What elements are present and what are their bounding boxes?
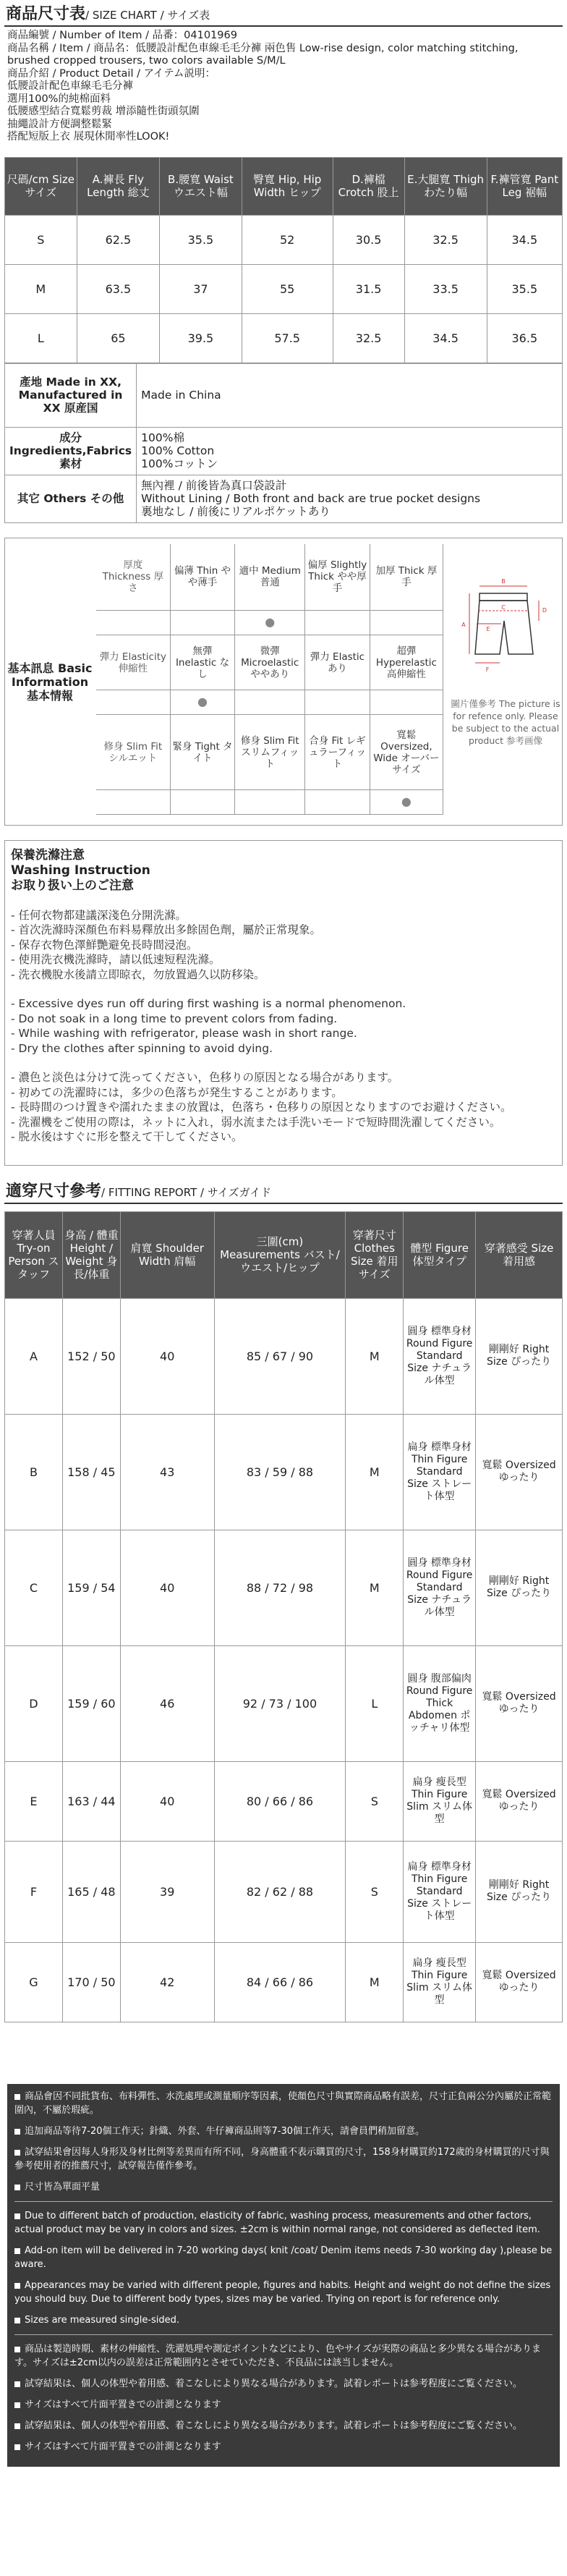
- cell: 42: [120, 1942, 214, 2022]
- table-row: [5, 1530, 563, 1645]
- col-feel: 穿著感受 Size 着用感: [476, 1211, 563, 1298]
- divider: [14, 2334, 553, 2335]
- cell: 165 / 48: [62, 1841, 120, 1942]
- col-figure: 體型 Figure 体型タイプ: [404, 1211, 476, 1298]
- washing-line: - 首次洗滌時深顏色布料易釋放出多餘固色劑，屬於正常現象。: [11, 923, 322, 936]
- cell: 圓身 標準身材 Round Figure Standard Size ナチュラル体型: [404, 1530, 476, 1645]
- cell: B: [5, 1414, 63, 1530]
- note: [14, 2398, 553, 2412]
- cell: 92 / 73 / 100: [214, 1645, 346, 1761]
- product-detail-line: 選用100%的純棉面料: [7, 93, 111, 105]
- cell: 扁身 標準身材 Thin Figure Standard Size ストレート体型: [404, 1841, 476, 1942]
- diagram-label-d: D: [542, 606, 547, 614]
- washing-line: - 洗濯機をご使用の際は，ネットに入れ，弱水流または手洗いモードで短時間洗濯してください。: [11, 1115, 501, 1129]
- bullet-icon: [14, 2150, 20, 2156]
- divider: [4, 1203, 563, 1204]
- washing-line: - Dry the clothes after spinning to avoid dying.: [11, 1041, 273, 1055]
- note-text: サイズはすべて片面平置きでの計測となります: [25, 2441, 221, 2452]
- cell: 30.5: [333, 215, 404, 264]
- cell: 寬鬆 Oversized ゆったり: [476, 1414, 563, 1530]
- washing-line: - 長時間のつけ置きや濡れたままの放置は，色落ち・色移りの原因となりますのでお避けください。: [11, 1101, 512, 1114]
- diagram-label-c: C: [501, 603, 506, 611]
- notes-panel: [7, 2084, 560, 2467]
- fabric-value: [137, 427, 563, 475]
- cell: 剛剛好 Right Size ぴったり: [476, 1530, 563, 1645]
- size-chart-subtitle: / SIZE CHART / サイズ表: [85, 9, 210, 22]
- thickness-row: [96, 544, 443, 611]
- others-jp: 裏地なし / 前後にリアルポケットあり: [141, 505, 331, 518]
- fit-option: 修身 Slim Fit スリムフィット: [235, 715, 305, 790]
- diagram-label-f: F: [485, 666, 490, 673]
- cell: 43: [120, 1414, 214, 1530]
- indicator-cell: [170, 611, 235, 635]
- elasticity-option: 微彈 Microelastic ややあり: [235, 635, 305, 690]
- elasticity-option: 超彈 Hyperelastic 高伸縮性: [370, 635, 443, 690]
- indicator-cell: [370, 690, 443, 715]
- col-size: 尺碼/cm Size サイズ: [5, 157, 77, 215]
- washing-line: - Do not soak in a long time to prevent colors from fading.: [11, 1012, 338, 1025]
- cell: 37: [160, 264, 242, 313]
- cell: 31.5: [333, 264, 404, 313]
- thickness-option: 偏厚 Slightly Thick やや厚手: [305, 544, 370, 611]
- cell: 39.5: [160, 313, 242, 363]
- spacer: [11, 894, 556, 908]
- indicator-cell: [170, 790, 235, 815]
- note-text: Sizes are measured single-sided.: [25, 2315, 180, 2326]
- basic-info-label: 基本訊息 Basic Information 基本情報: [7, 661, 93, 703]
- cell: M: [346, 1298, 404, 1414]
- cell: 158 / 45: [62, 1414, 120, 1530]
- product-info-table: [4, 363, 563, 523]
- bullet-icon: [14, 2318, 20, 2323]
- cell: 62.5: [77, 215, 160, 264]
- note-text: Add-on item will be delivered in 7-20 working days( knit /coat/ Denim items needs 7-30 working day ),please be aware.: [14, 2245, 553, 2270]
- fitting-subtitle: / FITTING REPORT / サイズガイド: [101, 1185, 272, 1199]
- note: [14, 2145, 553, 2173]
- diagram-label-a: A: [461, 621, 466, 628]
- cell: 40: [120, 1298, 214, 1414]
- cell: 剛剛好 Right Size ぴったり: [476, 1841, 563, 1942]
- washing-line: - 脱水後はすぐに形を整えて干してください。: [11, 1130, 243, 1143]
- elasticity-option: 彈力 Elastic あり: [305, 635, 370, 690]
- fit-label: 修身 Slim Fit シルエット: [96, 715, 170, 790]
- cell: 52: [242, 215, 333, 264]
- cell: 88 / 72 / 98: [214, 1530, 346, 1645]
- note-text: 尺寸皆為單面平量: [25, 2182, 101, 2192]
- product-detail-line: 低腰設計配色車線毛毛分褲: [7, 80, 133, 92]
- note: [14, 2440, 553, 2454]
- elasticity-option: 無彈 Inelastic なし: [170, 635, 235, 690]
- shorts-diagram: [453, 576, 556, 687]
- cell: 扁身 標準身材 Thin Figure Standard Size ストレート体型: [404, 1414, 476, 1530]
- note-text: 追加商品等待7-20個工作天；針織、外套、牛仔褲商品則等7-30個工作天，請會員們稍加留意。: [25, 2126, 425, 2137]
- washing-title-zh: 保養洗滌注意: [11, 847, 85, 863]
- cell: L: [346, 1645, 404, 1761]
- cell: M: [346, 1942, 404, 2022]
- bullet-icon: [14, 2094, 20, 2100]
- image-note: 圖片僅參考 The picture is for refence only. Please be subject to the actual product 参考画像: [451, 698, 560, 746]
- col-height-weight: 身高 / 體重 Height / Weight 身長/体重: [62, 1211, 120, 1298]
- table-row: [5, 215, 563, 264]
- bullet-icon: [14, 2213, 20, 2219]
- table-row: [5, 1414, 563, 1530]
- bullet-icon: [14, 2423, 20, 2429]
- spacer: [96, 690, 170, 715]
- cell: E: [5, 1761, 63, 1841]
- fit-option: 寬鬆 Oversized, Wide オーバーサイズ: [370, 715, 443, 790]
- cell: 34.5: [487, 215, 562, 264]
- origin-row: [5, 363, 563, 427]
- table-row: [5, 313, 563, 363]
- cell: 55: [242, 264, 333, 313]
- note: [14, 2209, 553, 2237]
- washing-line: - 濃色と淡色は分けて洗ってください，色移りの原因となる場合があります。: [11, 1071, 399, 1084]
- fabric-jp: 100%コットン: [141, 457, 218, 470]
- thickness-option: 適中 Medium 普通: [235, 544, 305, 611]
- washing-line: - 任何衣物都建議深淺色分開洗滌。: [11, 908, 187, 922]
- cell: 32.5: [404, 215, 487, 264]
- spacer: [96, 790, 170, 815]
- cell: G: [5, 1942, 63, 2022]
- cell: 35.5: [160, 215, 242, 264]
- note-text: Due to different batch of production, elasticity of fabric, washing process, measurements and other factors, actual product may be vary in colors and sizes. ±2cm is within normal range, not considered as deflected item.: [14, 2211, 540, 2235]
- cell: 152 / 50: [62, 1298, 120, 1414]
- bullet-icon: [14, 2381, 20, 2387]
- col-thigh: E.大腿寬 Thigh わたり幅: [404, 157, 487, 215]
- thickness-indicator-row: [96, 611, 443, 635]
- cell: 84 / 66 / 86: [214, 1942, 346, 2022]
- bullet-icon: [14, 2347, 20, 2352]
- cell: 65: [77, 313, 160, 363]
- cell: A: [5, 1298, 63, 1414]
- col-person: 穿著人員 Try-on Person スタッフ: [5, 1211, 63, 1298]
- cell: 33.5: [404, 264, 487, 313]
- washing-title-en: Washing Instruction: [11, 863, 150, 878]
- elasticity-row: [96, 635, 443, 690]
- washing-line: - While washing with refrigerator, please wash in short range.: [11, 1027, 357, 1040]
- fitting-title: [0, 1177, 567, 1203]
- note-text: 商品は製造時期、素材の伸縮性、洗濯処理や測定ポイントなどにより、色やサイズが実際の商品と多少異なる場合があります。サイズは±2cm以内の誤差は正常範囲内とさせていただき、不良品には該当しません。: [14, 2344, 541, 2368]
- spacer: [96, 611, 170, 635]
- thickness-option: 偏薄 Thin やや薄手: [170, 544, 235, 611]
- note-text: 商品會因不同批貨布、布料彈性、水洗處理或測量順序等因素，使顏色尺寸與實際商品略有誤差，尺寸正負兩公分內屬於正常範圍內，不屬於瑕疵。: [14, 2091, 552, 2116]
- spacer: [11, 982, 556, 996]
- note-text: 試穿結果は、個人の体型や着用感、着こなしにより異なる場合があります。試着レポートは参考程度にご覧ください。: [25, 2420, 522, 2431]
- fitting-table: [4, 1211, 563, 2022]
- note-text: 試穿結果は、個人の体型や着用感、着こなしにより異なる場合があります。試着レポートは参考程度にご覧ください。: [25, 2378, 522, 2389]
- fit-option: 緊身 Tight タイト: [170, 715, 235, 790]
- table-row: [5, 264, 563, 313]
- fit-indicator-row: [96, 790, 443, 815]
- size-label: M: [5, 264, 77, 313]
- fitting-table-header: [5, 1211, 563, 1298]
- item-number: 商品編號 / Number of Item / 品番：04101969: [7, 30, 237, 41]
- others-label: 其它 Others その他: [5, 475, 137, 522]
- indicator-cell: [235, 690, 305, 715]
- table-row: [5, 1298, 563, 1414]
- note: [14, 2313, 553, 2327]
- origin-value: Made in China: [137, 363, 563, 427]
- selected-dot-icon: ●: [197, 695, 208, 708]
- table-row: [5, 1841, 563, 1942]
- diagram-label-e: E: [486, 625, 490, 632]
- bullet-icon: [14, 2185, 20, 2190]
- note: [14, 2419, 553, 2433]
- thickness-label: 厚度 Thickness 厚さ: [96, 544, 170, 611]
- cell: S: [346, 1761, 404, 1841]
- cell: 剛剛好 Right Size ぴったり: [476, 1298, 563, 1414]
- fit-option: 合身 Fit レギュラーフィット: [305, 715, 370, 790]
- cell: 圓身 腹部偏肉 Round Figure Thick Abdomen ポッチャリ体型: [404, 1645, 476, 1761]
- cell: 159 / 60: [62, 1645, 120, 1761]
- bullet-icon: [14, 2283, 20, 2289]
- thickness-option: 加厚 Thick 厚手: [370, 544, 443, 611]
- cell: 46: [120, 1645, 214, 1761]
- cell: S: [346, 1841, 404, 1942]
- note: [14, 2342, 553, 2370]
- washing-line: - 保存衣物色澤鮮艷避免長時間浸泡。: [11, 938, 198, 952]
- cell: 85 / 67 / 90: [214, 1298, 346, 1414]
- cell: 83 / 59 / 88: [214, 1414, 346, 1530]
- cell: 170 / 50: [62, 1942, 120, 2022]
- size-label: L: [5, 313, 77, 363]
- attribute-grid: [96, 544, 443, 815]
- bullet-icon: [14, 2402, 20, 2408]
- bullet-icon: [14, 2129, 20, 2135]
- others-zh: 無內裡 / 前後皆為真口袋設計: [141, 479, 287, 492]
- cell: 39: [120, 1841, 214, 1942]
- cell: 圓身 標準身材 Round Figure Standard Size ナチュラル体型: [404, 1298, 476, 1414]
- fitting-title-zh: 適穿尺寸參考: [6, 1182, 102, 1200]
- cell: D: [5, 1645, 63, 1761]
- cell: 80 / 66 / 86: [214, 1761, 346, 1841]
- note: [14, 2180, 553, 2194]
- fabric-row: [5, 427, 563, 475]
- size-table-header: [5, 157, 563, 215]
- product-meta: [0, 27, 567, 147]
- col-shoulder: 肩寬 Shoulder Width 肩幅: [120, 1211, 214, 1298]
- cell: 57.5: [242, 313, 333, 363]
- col-measurements: 三圍(cm) Measurements バスト/ウエスト/ヒップ: [214, 1211, 346, 1298]
- washing-line: - 初めての洗濯時には，多少の色落ちが発生することがあります。: [11, 1085, 343, 1099]
- col-clothes-size: 穿著尺寸 Clothes Size 着用サイズ: [346, 1211, 404, 1298]
- cell: 32.5: [333, 313, 404, 363]
- cell: 扁身 瘦長型 Thin Figure Slim スリム体型: [404, 1942, 476, 2022]
- product-detail-line: 低腰感型結合寬鬆剪裁 增添隨性街頭氛圍: [7, 106, 200, 117]
- indicator-cell: [370, 790, 443, 815]
- cell: 34.5: [404, 313, 487, 363]
- basic-info-panel: [4, 538, 563, 826]
- cell: 寬鬆 Oversized ゆったり: [476, 1942, 563, 2022]
- others-row: [5, 475, 563, 522]
- col-hip: 臀寬 Hip, Hip Width ヒップ: [242, 157, 333, 215]
- shorts-diagram-icon: [453, 576, 556, 685]
- elasticity-indicator-row: [96, 690, 443, 715]
- size-label: S: [5, 215, 77, 264]
- cell: 40: [120, 1761, 214, 1841]
- washing-instruction: [4, 840, 563, 1166]
- indicator-cell: [370, 611, 443, 635]
- fabric-en: 100% Cotton: [141, 444, 215, 457]
- indicator-cell: [235, 790, 305, 815]
- origin-label: 產地 Made in XX, Manufactured in XX 原産国: [5, 363, 137, 427]
- cell: M: [346, 1530, 404, 1645]
- others-en: Without Lining / Both front and back are true pocket designs: [141, 492, 481, 505]
- note: [14, 2279, 553, 2306]
- note: [14, 2124, 553, 2138]
- cell: 163 / 44: [62, 1761, 120, 1841]
- note: [14, 2090, 553, 2117]
- cell: 82 / 62 / 88: [214, 1841, 346, 1942]
- selected-dot-icon: ●: [401, 795, 412, 808]
- product-detail-line: 搭配短版上衣 展現休閒率性LOOK!: [7, 131, 170, 143]
- size-chart-title-zh: 商品尺寸表: [6, 5, 86, 23]
- bullet-icon: [14, 2444, 20, 2450]
- cell: 扁身 瘦長型 Thin Figure Slim スリム体型: [404, 1761, 476, 1841]
- product-detail-line: 抽繩設計方便調整鬆緊: [7, 118, 112, 130]
- indicator-cell: [235, 611, 305, 635]
- col-waist: B.腰寬 Waist ウエスト幅: [160, 157, 242, 215]
- table-row: [5, 1761, 563, 1841]
- cell: 159 / 54: [62, 1530, 120, 1645]
- note-text: 試穿結果會因每人身形及身材比例等差異而有所不同，身高體重不表示購買的尺寸，158身材購買約172歲的身材購買的尺寸與參考使用者的推薦尺寸，試穿報告僅作參考。: [14, 2147, 550, 2172]
- spacer: [11, 1056, 556, 1070]
- fit-row: [96, 715, 443, 790]
- size-chart-title: [0, 0, 567, 25]
- product-detail-label: 商品介紹 / Product Detail / アイテム説明：: [7, 67, 216, 80]
- col-crotch: D.褲檔 Crotch 股上: [333, 157, 404, 215]
- cell: 63.5: [77, 264, 160, 313]
- cell: M: [346, 1414, 404, 1530]
- cell: 36.5: [487, 313, 562, 363]
- fabric-label: 成分 Ingredients,Fabrics 素材: [5, 427, 137, 475]
- indicator-cell: [305, 790, 370, 815]
- size-table: [4, 157, 563, 363]
- washing-line: - 使用洗衣機洗滌時，請以低速短程洗滌。: [11, 953, 221, 966]
- cell: F: [5, 1841, 63, 1942]
- note: [14, 2244, 553, 2271]
- others-value: [137, 475, 563, 522]
- item-name: 商品名稱 / Item / 商品名：低腰設計配色車線毛毛分褲 兩色售 Low-rise design, color matching stitching, brushed cropped trousers, two colors available S/M/L: [7, 42, 519, 67]
- col-pant-leg: F.褲管寬 Pant Leg 裾幅: [487, 157, 562, 215]
- note-text: Appearances may be varied with different people, figures and habits. Height and weight do not define the sizes you should buy. Due to different body types, sizes may be varied. Trying on report is for reference only.: [14, 2280, 551, 2305]
- indicator-cell: [305, 690, 370, 715]
- cell: 寬鬆 Oversized ゆったり: [476, 1645, 563, 1761]
- indicator-cell: [170, 690, 235, 715]
- indicator-cell: [305, 611, 370, 635]
- col-fly-length: A.褲長 Fly Length 総丈: [77, 157, 160, 215]
- fabric-zh: 100%棉: [141, 431, 184, 444]
- washing-line: - Excessive dyes run off during first washing is a normal phenomenon.: [11, 997, 406, 1010]
- note: [14, 2377, 553, 2391]
- cell: 寬鬆 Oversized ゆったり: [476, 1761, 563, 1841]
- cell: C: [5, 1530, 63, 1645]
- note-text: サイズはすべて片面平置きでの計測となります: [25, 2399, 221, 2410]
- washing-line: - 洗衣機脫水後請立即晾衣，勿放置過久以防移染。: [11, 967, 265, 981]
- bullet-icon: [14, 2248, 20, 2254]
- table-row: [5, 1645, 563, 1761]
- elasticity-label: 彈力 Elasticity 伸縮性: [96, 635, 170, 690]
- table-row: [5, 1942, 563, 2022]
- diagram-label-b: B: [501, 577, 506, 585]
- cell: 35.5: [487, 264, 562, 313]
- washing-title-jp: お取り扱い上のご注意: [11, 878, 134, 893]
- divider: [14, 2201, 553, 2202]
- selected-dot-icon: ●: [265, 615, 276, 629]
- cell: 40: [120, 1530, 214, 1645]
